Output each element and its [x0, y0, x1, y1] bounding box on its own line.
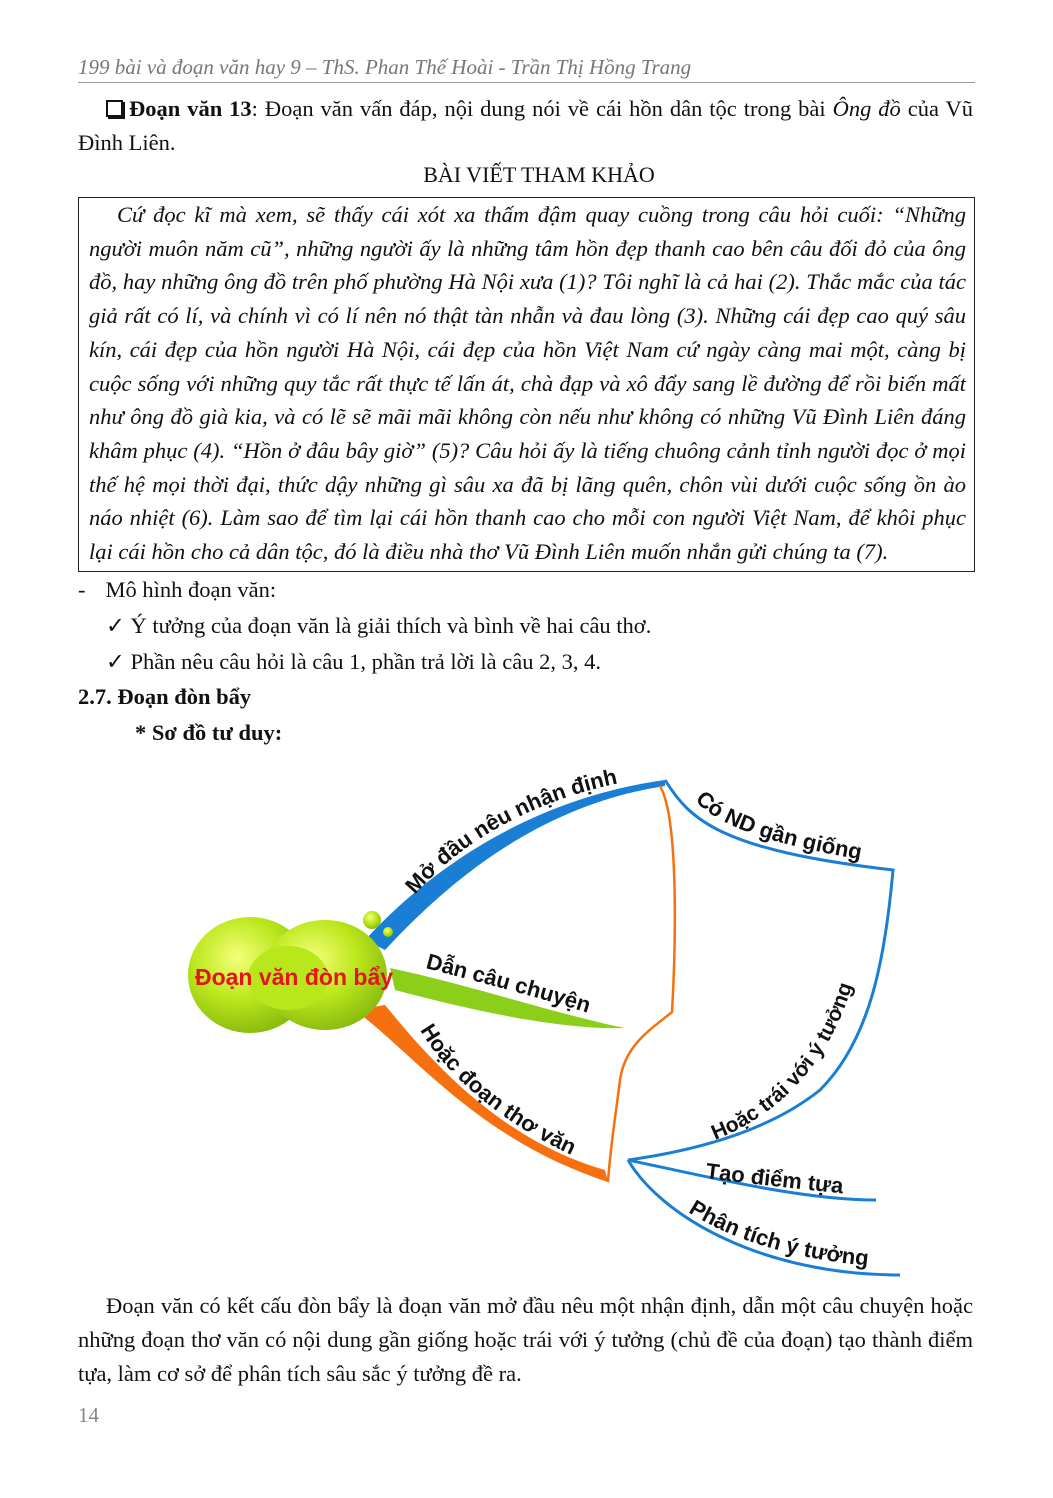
- intro-text: : Đoạn văn vấn đáp, nội dung nói về cái hồn dân tộc trong bài: [251, 96, 833, 121]
- page-number: 14: [78, 1403, 99, 1427]
- paragraph-label: Đoạn văn 13: [129, 96, 252, 121]
- branch-label-open: Mở đầu nêu nhận định: [400, 763, 620, 899]
- branch-label-similar: Có ND gần giống: [691, 785, 864, 865]
- branch-label-pivot: Tạo điểm tựa: [704, 1158, 845, 1199]
- model-heading: [78, 577, 276, 603]
- model-item: [106, 649, 601, 675]
- branch-label-analyze: Phân tích ý tưởng: [685, 1194, 870, 1271]
- check-icon: ✓: [106, 649, 125, 674]
- mind-map: [0, 740, 1053, 1300]
- check-icon: ✓: [106, 613, 125, 638]
- section-heading: 2.7. Đoạn đòn bẩy: [78, 684, 252, 709]
- branch-label-poem: Hoặc đoạn thơ văn: [415, 1019, 581, 1160]
- center-label: Đoạn văn đòn bẩy: [194, 964, 394, 990]
- conclusion-paragraph: Đoạn văn có kết cấu đòn bẩy là đoạn văn mở đầu nêu một nhận định, dẫn một câu chuyện hoặc những đoạn thơ văn có nội dung gần giống hoặc trái với ý tưởng (chủ đề của đoạn) tạo thành điểm tựa, làm cơ sở để phân tích sâu sắc ý tưởng đề ra.: [78, 1293, 973, 1386]
- model-label: Mô hình đoạn văn:: [105, 577, 277, 602]
- model-item: [106, 613, 651, 639]
- model-item-text: Phần nêu câu hỏi là câu 1, phần trả lời là câu 2, 3, 4.: [130, 649, 601, 674]
- model-item-text: Ý tưởng của đoạn văn là giải thích và bình về hai câu thơ.: [130, 613, 652, 638]
- checkbox-square-icon: [106, 100, 123, 117]
- section-title: BÀI VIẾT THAM KHẢO: [423, 162, 655, 187]
- poem-title: Ông đồ: [832, 96, 901, 121]
- reference-text-box: Cứ đọc kĩ mà xem, sẽ thấy cái xót xa thấm đậm quay cuồng trong câu hỏi cuối: “Những người muôn năm cũ”, những người ấy là những tâm hồn đẹp thanh cao bên câu đối đỏ của ông đồ, hay những ông đồ trên phố phường Hà Nội xưa (1)? Tôi nghĩ là cả hai (2). Thắc mắc của tác giả rất có lí, và chính vì có lí nên nó thật tàn nhẫn và đau lòng (3). Những cái đẹp cao quý sâu kín, cái đẹp của hồn người Hà Nội, cái đẹp của hồn Việt Nam cứ ngày càng mai một, càng bị cuộc sống với những quy tắc rất thực tế lấn át, chà đạp và xô đẩy sang lề đường để rồi biến mất như ông đồ già kia, và có lẽ sẽ mãi mãi không còn nếu như không có những Vũ Đình Liên đáng khâm phục (4). “Hồn ở đâu bây giờ” (5)? Câu hỏi ấy là tiếng chuông cảnh tỉnh người đọc ở mọi thế hệ mọi thời đại, thức dậy những gì sâu xa đã bị lãng quên, chôn vùi dưới cuộc sống ồn ào náo nhiệt (6). Làm sao để tìm lại cái hồn thanh cao cho mỗi con người Việt Nam, để khôi phục lại cái hồn cho cả dân tộc, đó là điều nhà thơ Vũ Đình Liên muốn nhắn gửi chúng ta (7).: [78, 197, 975, 572]
- connector-orange: [608, 786, 675, 1182]
- mindmap-label: * Sơ đồ tư duy:: [135, 720, 283, 745]
- running-header: 199 bài và đoạn văn hay 9 – ThS. Phan Thế Hoài - Trần Thị Hồng Trang: [78, 55, 975, 83]
- paragraph-intro: [78, 92, 973, 160]
- dash: -: [78, 577, 86, 602]
- branch-label-opposite: Hoặc trái với ý tưởng: [707, 979, 858, 1145]
- branch-label-story: Dẫn câu chuyện: [423, 948, 594, 1018]
- center-node: [188, 911, 393, 1033]
- intro-tail: của Vũ Đình Liên.: [78, 96, 974, 155]
